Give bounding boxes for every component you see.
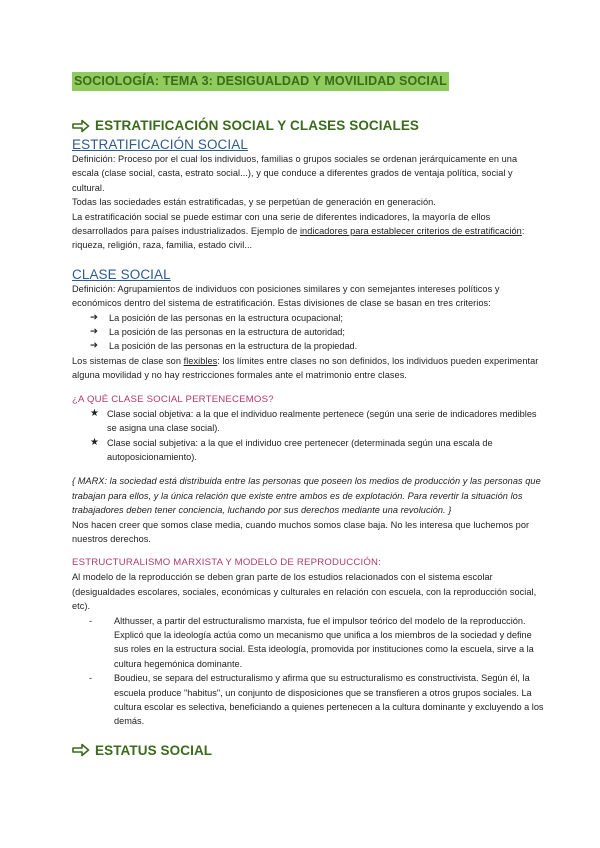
subheading-que-clase: ¿A QUÉ CLASE SOCIAL PERTENECEMOS? [72,393,274,405]
clase-list [90,407,544,465]
list-item: ➔ La posición de las personas en la estructura de la propiedad. [90,339,544,353]
list-item: ➔ La posición de las personas en la estructura ocupacional; [90,311,544,325]
underlined-indicadores: indicadores para establecer criterios de estratificación [299,226,522,237]
underlined-flexibles: flexibles [183,355,218,366]
star-bullet-icon: ★ [90,436,99,448]
section-heading-estratificacion [72,118,544,133]
list-item: - Boudieu, se separa del estructuralismo y afirma que su estructuralismo es constructivista. Según él, la escuela produce "habitus", un conjunto de disposiciones que se transfieren a otros grupos sociales. La cultura escolar es selectiva, beneficiando a quienes pertenecen a la cultura dominante y excluyendo a los demás. [89,671,544,729]
dash-bullet: - [89,615,93,626]
list-item: ★ Clase social objetiva: a la que el individuo realmente pertenece (según una serie de indicadores medibles se asigna una clase social). [90,407,544,436]
paragraph-indicadores: La estratificación social se puede estimar con una serie de diferentes indicadores, la mayoría de ellos desarrollados para países industrializados. Ejemplo de indicadores para establecer criterios de estratificación: riqueza, religión, raza, familia, estado civil... [72,211,525,251]
subheading-clase-social: CLASE SOCIAL [72,266,171,282]
paragraph-definicion-estratificacion: Definición: Proceso por el cual los individuos, familias o grupos sociales se ordenan jerárquicamente en una escala (clase social, casta, estrato social...), y que conduce a diferentes grados de ventaja política, social y cultural. [72,154,518,193]
arrow-bullet-icon: ➔ [90,326,98,338]
arrow-bullet-icon: ➔ [90,340,98,352]
document-title: SOCIOLOGÍA: TEMA 3: DESIGUALDAD Y MOVILIDAD SOCIAL [72,72,449,91]
authors-list [89,614,544,729]
right-arrow-outline-icon [72,119,90,133]
dash-bullet: - [89,673,93,684]
list-item: - Althusser, a partir del estructuralismo marxista, fue el impulsor teórico del modelo de la reproducción. Explicó que la ideología actúa como un mecanismo que unifica a los miembros de la sociedad y define sus roles en la estructura social. Esta ideología, promovida por instituciones como la escuela, sirve a la cultura hegemónica dominante. [89,614,544,672]
section-heading-estatus [72,743,544,758]
criteria-list [90,311,544,354]
star-bullet-icon: ★ [90,407,99,419]
list-item: ★ Clase social subjetiva: a la que el individuo cree pertenecer (determinada según una escala de autoposicionamiento). [90,436,544,465]
paragraph-sistemas-flexibles: Los sistemas de clase son flexibles: los límites entre clases no son definidos, los individuos pueden experimentar alguna movilidad y no hay restricciones formales ante el matrimonio entre clases. [72,355,539,381]
subheading-estratificacion-social: ESTRATIFICACIÓN SOCIAL [72,137,248,152]
section-heading-text: ESTATUS SOCIAL [95,742,213,758]
quote-marx: { MARX: la sociedad está distribuida entre las personas que poseen los medios de producción y las personas que trabajan para ellos, y la única relación que existe entre ambos es de explotación. Para revertir la situación los trabajadores deben tener conciencia, luchando por sus derechos mediante una revolución. } [72,476,541,516]
arrow-bullet-icon: ➔ [90,311,98,323]
right-arrow-outline-icon [72,743,90,757]
paragraph-sociedades-estratificadas: Todas las sociedades están estratificadas, y se perpetúan de generación en generación. [72,197,436,208]
subheading-estructuralismo: ESTRUCTURALISMO MARXISTA Y MODELO DE REPRODUCCIÓN: [72,557,382,569]
paragraph-clase-media: Nos hacen creer que somos clase media, cuando muchos somos clase baja. No les interesa que luchemos por nuestros derechos. [72,519,530,544]
section-heading-text: ESTRATIFICACIÓN SOCIAL Y CLASES SOCIALES [95,118,420,133]
paragraph-definicion-clase: Definición: Agrupamientos de individuos con posiciones similares y con semejantes intereses políticos y económicos dentro del sistema de estratificación. Estas divisiones de clase se basan en tres criterios: [72,283,500,309]
paragraph-modelo-reproduccion: Al modelo de la reproducción se deben gran parte de los estudios relacionados con el sistema escolar (desigualdades escolares, sociales, económicas y culturales en relación con escuela, con la reproducción social, etc). [72,572,537,612]
list-item: ➔ La posición de las personas en la estructura de autoridad; [90,325,544,339]
